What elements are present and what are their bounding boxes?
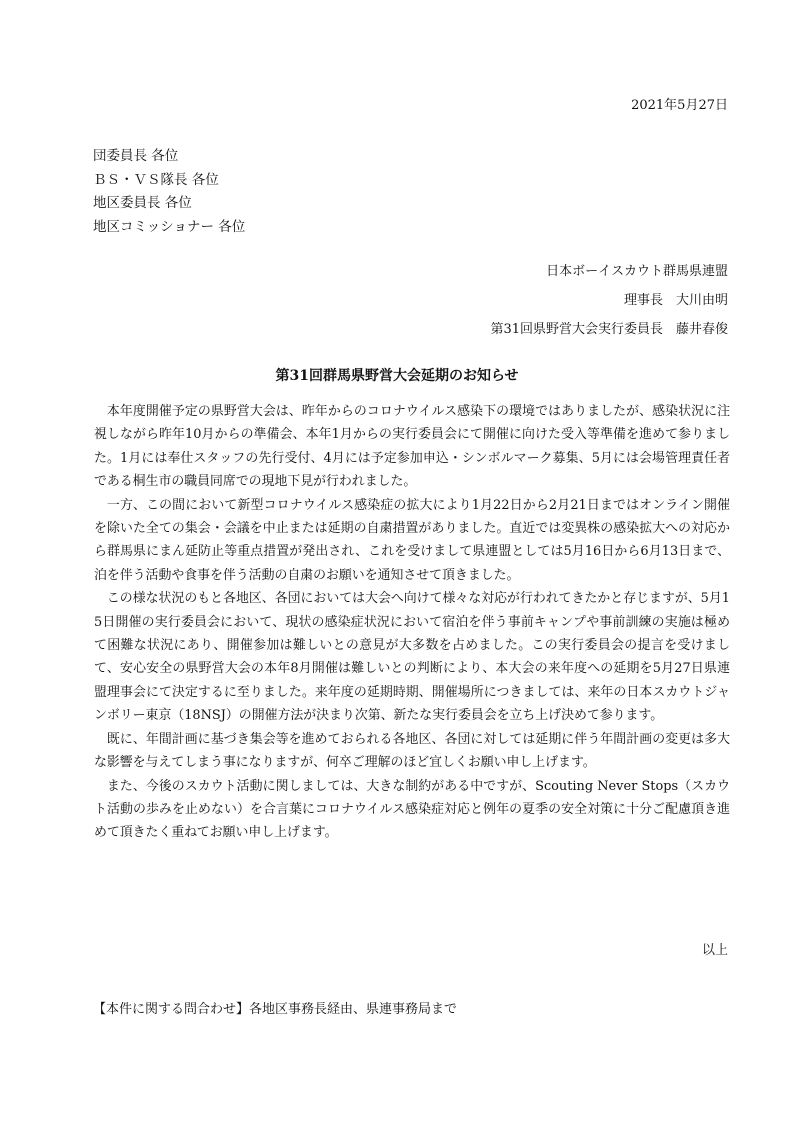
sender-committee-chair: 第31回県野営大会実行委員長 藤井春俊	[490, 322, 728, 337]
closing-mark: 以上	[701, 943, 728, 958]
body-paragraph: 本年度開催予定の県野営大会は、昨年からのコロナウイルス感染下の環境ではありましたが、感染状況に注視しながら昨年10月からの準備会、本年1月からの実行委員会にて開催に向けた受入等準備を進めて参りました。1月には奉仕スタッフの先行受付、4月には予定参加申込・シンボルマーク募集、5月には会場管理責任者である桐生市の職員同席での現地下見が行われました。	[94, 404, 730, 490]
body-paragraph: 一方、この間において新型コロナウイルス感染症の拡大により1月22日から2月21日まではオンライン開催を除いた全ての集会・会議を中止または延期の自粛措置がありました。直近では変異株の感染拡大への対応から群馬県にまん延防止等重点措置が発出され、これを受けまして県連盟としては5月16日から6月13日まで、泊を伴う活動や食事を伴う活動の自粛のお願いを通知させて頂きました。	[94, 497, 730, 583]
recipient-line: 地区委員長 各位	[93, 195, 192, 211]
body-paragraph: また、今後のスカウト活動に関しましては、大きな制約がある中ですが、Scouting Never Stops（スカウト活動の歩みを止めない）を合言葉にコロナウイルス感染症対応と例年の夏季の安全対策に十分ご配慮頂き進めて頂きたく重ねてお願い申し上げます。	[94, 778, 730, 841]
recipient-line: ＢＳ・ＶＳ隊長 各位	[93, 171, 219, 188]
body-paragraph: 既に、年間計画に基づき集会等を進めておられる各地区、各団に対しては延期に伴う年間計画の変更は多大な影響を与えてしまう事になりますが、何卒ご理解のほど宜しくお願い申し上げます。	[94, 731, 730, 771]
letter-body	[94, 400, 730, 845]
sender-organization: 日本ボーイスカウト群馬県連盟	[546, 264, 728, 279]
letter-date: 2021年5月27日	[631, 98, 728, 113]
recipient-list	[93, 148, 245, 242]
recipient-line: 団委員長 各位	[93, 148, 179, 164]
sender-block	[490, 264, 728, 351]
body-paragraph: この様な状況のもと各地区、各団においては大会へ向けて様々な対応が行われてきたかと存じますが、5月15日開催の実行委員会において、現状の感染症状況において宿泊を伴う事前キャンプや事前訓練の実施は極めて困難な状況にあり、開催参加は難しいとの意見が大多数を占めました。この実行委員会の提言を受けまして、安心安全の県野営大会の本年8月開催は難しいとの判断により、本大会の来年度への延期を5月27日県連盟理事会にて決定するに至りました。来年度の延期時期、開催場所につきましては、来年の日本スカウトジャンボリー東京（18NSJ）の開催方法が決まり次第、新たな実行委員会を立ち上げ決めて参ります。	[94, 591, 730, 724]
document-title: 第31回群馬県野営大会延期のお知らせ	[275, 368, 519, 384]
sender-chairman: 理事長 大川由明	[623, 293, 728, 308]
recipient-line: 地区コミッショナー 各位	[93, 218, 246, 235]
contact-note: 【本件に関する問合わせ】各地区事務長経由、県連事務局まで	[93, 1002, 458, 1017]
